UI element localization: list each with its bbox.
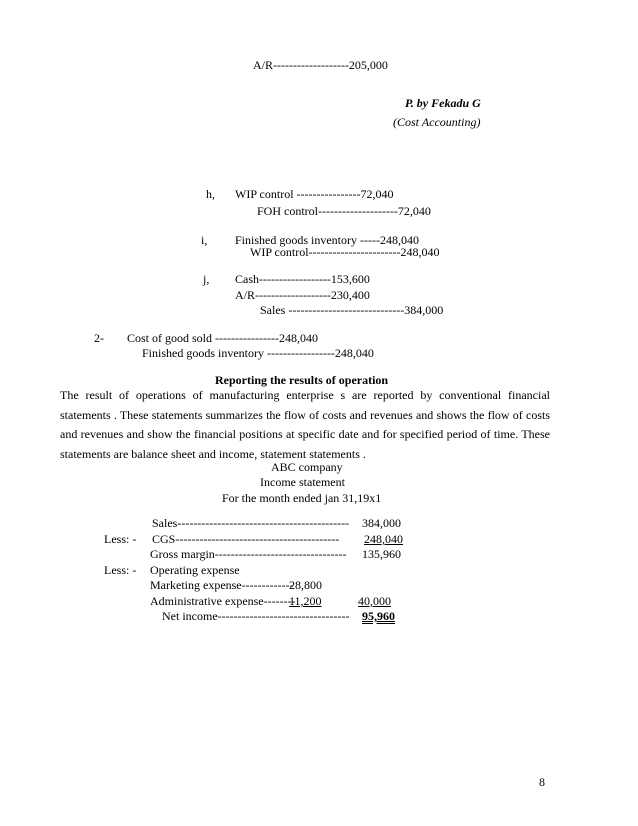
statement-title: Income statement: [260, 475, 345, 489]
statement-period: For the month ended jan 31,19x1: [222, 491, 382, 505]
less-opex-label: Less: -: [104, 563, 137, 577]
marketing-expense-label: Marketing expense-------------: [150, 578, 294, 592]
body-paragraph: The result of operations of manufacturing enterprise s are reported by conventional financial statements . These statements summarizes the flow of costs and revenues and shows the flow of costs and revenues and show the financial positions at specific date and for specified period of time. These statements are balance sheet and income, statement statements .: [60, 388, 550, 461]
page-number: 8: [539, 775, 545, 789]
less-cgs-label: Less: -: [104, 532, 137, 546]
entry-2-number: 2-: [94, 331, 104, 345]
top-entry: A/R-------------------205,000: [253, 58, 388, 72]
cgs-label: CGS-----------------------------------------: [152, 532, 340, 546]
net-income-label: Net income---------------------------------: [162, 609, 350, 623]
entry-2-credit: Finished goods inventory -----------------248,040: [142, 346, 374, 360]
operating-expense-total: 40,000: [358, 594, 391, 608]
entry-i-credit: WIP control-----------------------248,040: [250, 245, 440, 259]
course-name: (Cost Accounting): [393, 115, 481, 129]
sales-value: 384,000: [362, 516, 401, 530]
section-heading: Reporting the results of operation: [215, 373, 389, 387]
cgs-value: 248,040: [364, 532, 403, 546]
net-income-value: 95,960: [362, 609, 395, 623]
operating-expense-label: Operating expense: [150, 563, 240, 577]
admin-expense-label: Administrative expense--------: [150, 594, 296, 608]
entry-j-cash: Cash------------------153,600: [235, 272, 370, 286]
sales-label: Sales-------------------------------------------: [152, 516, 350, 530]
gross-margin-value: 135,960: [362, 547, 401, 561]
gross-margin-label: Gross margin---------------------------------: [150, 547, 347, 561]
entry-h-letter: h,: [206, 187, 215, 201]
author-credit: P. by Fekadu G: [405, 96, 481, 110]
admin-expense-value: 11,200: [289, 594, 322, 608]
entry-i-debit: Finished goods inventory -----248,040: [235, 233, 419, 247]
entry-j-ar: A/R-------------------230,400: [235, 288, 370, 302]
entry-j-letter: j,: [203, 272, 210, 286]
statement-company: ABC company: [271, 460, 343, 474]
marketing-expense-value: 28,800: [289, 578, 322, 592]
entry-h-debit: WIP control ----------------72,040: [235, 187, 394, 201]
entry-j-sales: Sales -----------------------------384,000: [260, 303, 444, 317]
entry-h-credit: FOH control--------------------72,040: [257, 204, 431, 218]
entry-i-letter: i,: [201, 233, 208, 247]
entry-2-debit: Cost of good sold ----------------248,040: [127, 331, 318, 345]
